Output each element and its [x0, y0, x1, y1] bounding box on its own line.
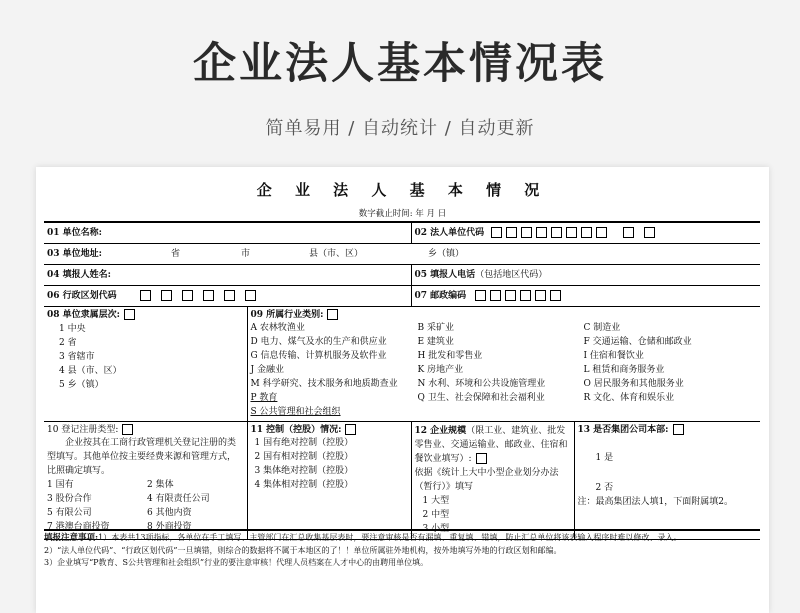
industry-item: J 金融业 — [250, 364, 284, 375]
row-address — [44, 243, 760, 264]
industry-list — [251, 322, 758, 419]
address-field[interactable]: 03 单位地址: 省 市 县（市、区） 乡（镇） — [44, 243, 760, 264]
code-box[interactable] — [521, 227, 532, 238]
registration-item: 2 集体 — [147, 479, 174, 490]
list-item: 2 国有相对控制（控股） — [254, 451, 354, 462]
code-box[interactable] — [566, 227, 577, 238]
registration-list — [47, 478, 244, 534]
scale-cell: 12 企业规模（限工业、建筑业、批发零售业、交通运输业、邮政业、住宿和餐饮业填写）: 依据《统计上大中小型企业划分办法（暂行）》填写 1 大型 2 中型 3 小型 — [411, 421, 574, 539]
industry-item: I 住宿和餐饮业 — [583, 350, 644, 361]
industry-item: H 批发和零售业 — [417, 350, 483, 361]
industry-item: F 交通运输、仓储和邮政业 — [583, 336, 692, 347]
industry-item: O 居民服务和其他服务业 — [583, 378, 684, 389]
registration-item: 7 港澳台商投资 — [47, 521, 110, 532]
row-reporter — [44, 264, 760, 285]
industry-item: K 房地产业 — [417, 364, 464, 375]
list-item: 2 省 — [59, 337, 77, 348]
group-hq-note: 注：最高集团法人填1，下面附属填2。 — [577, 496, 733, 507]
industry-item: N 水利、环境和公共设施管理业 — [417, 378, 546, 389]
code-box[interactable] — [581, 227, 592, 238]
list-item: 3 集体绝对控制（控股） — [254, 465, 354, 476]
row-registration — [44, 421, 760, 539]
affiliation-box[interactable] — [124, 309, 135, 320]
date-line: 数字截止时间: 年 月 日 — [358, 209, 447, 219]
code-box[interactable] — [224, 290, 235, 301]
list-item: 5 乡（镇） — [59, 379, 104, 390]
form-sheet — [36, 167, 769, 613]
list-item: 2 中型 — [422, 509, 450, 520]
form-title: 企 业 法 人 基 本 情 况 — [256, 181, 549, 199]
industry-item: P 教育 — [250, 392, 278, 403]
page-title: 企业法人基本情况表 — [193, 39, 607, 89]
group-hq-box[interactable] — [673, 424, 684, 435]
registration-item: 5 有限公司 — [47, 507, 92, 518]
code-box[interactable] — [490, 290, 501, 301]
code-box[interactable] — [506, 227, 517, 238]
code-box[interactable] — [505, 290, 516, 301]
industry-item: M 科学研究、技术服务和地质勘查业 — [250, 378, 398, 389]
admin-code-field[interactable]: 06 行政区划代码 — [44, 285, 411, 306]
group-hq-cell: 13 是否集团公司本部: 1 是 2 否 注：最高集团法人填1，下面附属填2。 — [574, 421, 760, 539]
industry-item: Q 卫生、社会保障和社会福利业 — [417, 392, 545, 403]
industry-item: C 制造业 — [583, 322, 621, 333]
reporter-name-field[interactable]: 04 填报人姓名: — [44, 264, 411, 285]
code-box[interactable] — [596, 227, 607, 238]
code-box[interactable] — [550, 290, 561, 301]
code-box[interactable] — [551, 227, 562, 238]
list-item: 1 中央 — [59, 323, 86, 334]
list-item: 1 是 — [595, 452, 614, 463]
industry-box[interactable] — [327, 309, 338, 320]
registration-box[interactable] — [122, 424, 133, 435]
code-box[interactable] — [644, 227, 655, 238]
industry-item: S 公共管理和社会组织 — [250, 406, 341, 417]
scale-box[interactable] — [476, 453, 487, 464]
unit-name-field[interactable]: 01 单位名称: — [44, 222, 411, 243]
code-box[interactable] — [536, 227, 547, 238]
reporter-phone-field[interactable]: 05 填报人电话（包括地区代码） — [411, 264, 760, 285]
filling-notes: 填报注意事项:1）本表共13项指标，各单位在手工填写、主管部门在汇总收集基层表时，要注意审核是否有漏填、重复填、错填，防止汇总单位将该表输入程序时难以修改、录入。 2）“法人单位代码”、“行政区划代码”一旦填错，则综合的数据将不属于本地区的了！！单位所属驻外地机构，按外地填写外地的行政区划和邮编。 3）企业填写“P教育、S公共管理和社会组织”行业的要注意审核！代理人员档案在人才中心的由聘用单位填。 — [44, 529, 760, 570]
code-box[interactable] — [140, 290, 151, 301]
code-box[interactable] — [161, 290, 172, 301]
industry-item: B 采矿业 — [417, 322, 454, 333]
registration-item: 8 外商投资 — [147, 521, 192, 532]
registration-item: 6 其他内资 — [147, 507, 192, 518]
control-box[interactable] — [345, 424, 356, 435]
code-box[interactable] — [245, 290, 256, 301]
registration-item: 3 股份合作 — [47, 493, 92, 504]
industry-item: R 文化、体育和娱乐业 — [583, 392, 675, 403]
code-box[interactable] — [623, 227, 634, 238]
row-unit-name — [44, 222, 760, 243]
industry-item: D 电力、煤气及水的生产和供应业 — [250, 336, 387, 347]
scale-desc: 依据《统计上大中小型企业划分办法（暂行）》填写 — [414, 467, 559, 492]
row-affiliation-industry — [44, 306, 760, 421]
list-item: 4 县（市、区） — [59, 365, 122, 376]
code-box[interactable] — [475, 290, 486, 301]
list-item: 2 否 — [595, 482, 614, 493]
code-box[interactable] — [520, 290, 531, 301]
industry-item: G 信息传输、计算机服务及软件业 — [250, 350, 387, 361]
list-item: 3 省辖市 — [59, 351, 95, 362]
list-item: 3 小型 — [422, 523, 450, 534]
row-codes — [44, 285, 760, 306]
form-table — [44, 221, 760, 540]
control-cell: 11 控制（控股）情况: 1 国有绝对控制（控股） 2 国有相对控制（控股） 3 集体绝对控制（控股） 4 集体相对控制（控股） — [247, 421, 411, 539]
registration-item: 4 有限责任公司 — [147, 493, 210, 504]
industry-item: A 农林牧渔业 — [250, 322, 305, 333]
list-item: 4 集体相对控制（控股） — [254, 479, 354, 490]
code-box[interactable] — [535, 290, 546, 301]
legal-code-field[interactable]: 02 法人单位代码 — [411, 222, 760, 243]
industry-cell: 09 所属行业类别: A 农林牧渔业 B 采矿业 C 制造业 D 电力、煤气及水的生产和供应业 E 建筑业 F 交通运输、仓储和邮政业 G 信息传输、计算机服务及软件业 H 批发和零售业 I 住宿和餐饮业 J 金融业 K 房地产业 L 租赁和商务服务业 M 科学研究、技术服务和地质勘查业 N 水利、环境和公共设施管理业 O 居民服务和其他服务业 P 教育 Q 卫生、社会保障和社会福利业 R 文化、体育和娱乐业 S 公共管理和社会组织 — [247, 306, 760, 421]
affiliation-cell: 08 单位隶属层次: 1 中央 2 省 3 省辖市 4 县（市、区） 5 乡（镇） — [44, 306, 247, 421]
industry-item: E 建筑业 — [417, 336, 454, 347]
registration-desc: 企业按其在工商行政管理机关登记注册的类型填写。其他单位按主要经费来源和管理方式，比照确定填写。 — [47, 437, 237, 476]
industry-item: L 租赁和商务服务业 — [583, 364, 665, 375]
page-subtitle: 简单易用 / 自动统计 / 自动更新 — [265, 118, 535, 139]
code-box[interactable] — [203, 290, 214, 301]
postal-code-field[interactable]: 07 邮政编码 — [411, 285, 760, 306]
code-box[interactable] — [182, 290, 193, 301]
list-item: 1 国有绝对控制（控股） — [254, 437, 354, 448]
code-box[interactable] — [491, 227, 502, 238]
registration-item: 1 国有 — [47, 479, 74, 490]
list-item: 1 大型 — [422, 495, 450, 506]
registration-cell: 10 登记注册类型: 企业按其在工商行政管理机关登记注册的类型填写。其他单位按主要经费来源和管理方式，比照确定填写。 1 国有 2 集体 3 股份合作 4 有限责任公司 5 有限公司 6 其他内资 7 港澳台商投资 8 外商投资 — [44, 421, 247, 539]
